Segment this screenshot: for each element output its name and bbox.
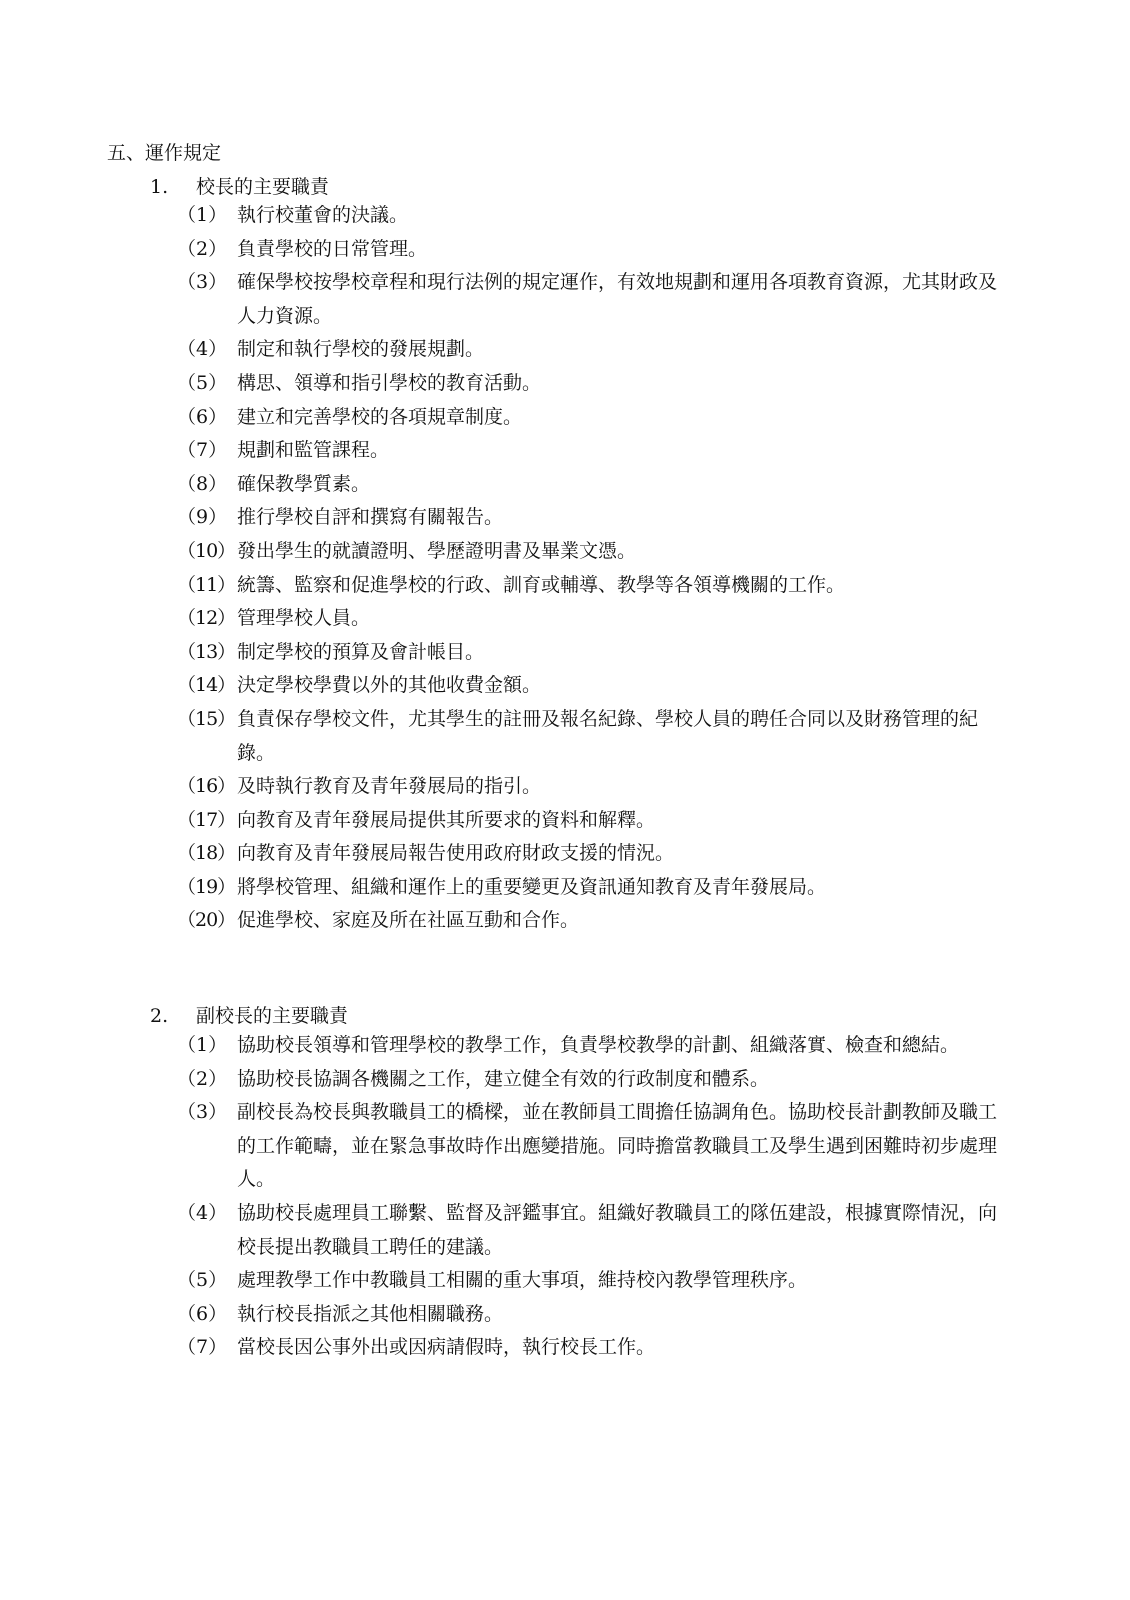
item-text: 負責保存學校文件，尤其學生的註冊及報名紀錄、學校人員的聘任合同以及財務管理的紀錄。 xyxy=(237,707,979,764)
item-marker: （12） xyxy=(177,607,236,630)
part-2-heading xyxy=(150,1001,348,1028)
item-marker: （10） xyxy=(177,539,236,562)
part-2-title: 副校長的主要職責 xyxy=(196,1005,349,1027)
list-item xyxy=(177,535,1012,569)
part-1-heading xyxy=(150,172,329,199)
item-marker: （13） xyxy=(177,640,236,663)
item-marker: （11） xyxy=(177,573,236,596)
item-marker: （8） xyxy=(177,472,228,495)
list-item xyxy=(177,367,1012,401)
list-item xyxy=(177,1063,1012,1097)
item-marker: （3） xyxy=(177,271,228,294)
item-marker: （2） xyxy=(177,1067,228,1090)
item-text: 構思、領導和指引學校的教育活動。 xyxy=(237,371,542,394)
item-text: 確保教學質素。 xyxy=(237,472,371,495)
item-marker: （2） xyxy=(177,237,228,260)
item-text: 處理教學工作中教職員工相關的重大事項，維持校內教學管理秩序。 xyxy=(237,1269,808,1292)
item-marker: （4） xyxy=(177,1201,228,1224)
item-marker: （20） xyxy=(177,909,236,932)
vice-principal-duties-list xyxy=(177,1029,1012,1365)
list-item xyxy=(177,266,1012,333)
list-item xyxy=(177,1264,1012,1298)
item-marker: （1） xyxy=(177,204,228,226)
item-marker: （5） xyxy=(177,1269,228,1292)
item-text: 促進學校、家庭及所在社區互動和合作。 xyxy=(237,909,580,932)
item-text: 當校長因公事外出或因病請假時，執行校長工作。 xyxy=(237,1336,656,1359)
item-marker: （7） xyxy=(177,439,228,462)
item-text: 管理學校人員。 xyxy=(237,607,371,630)
list-item xyxy=(177,602,1012,636)
item-text: 協助校長領導和管理學校的教學工作，負責學校教學的計劃、組織落實、檢查和總結。 xyxy=(237,1034,960,1056)
item-text: 發出學生的就讀證明、學歷證明書及畢業文憑。 xyxy=(237,539,637,562)
item-marker: （6） xyxy=(177,1302,228,1325)
item-marker: （7） xyxy=(177,1336,228,1359)
list-item xyxy=(177,468,1012,502)
section-title: 五、運作規定 xyxy=(107,142,222,164)
item-text: 確保學校按學校章程和現行法例的規定運作，有效地規劃和運用各項教育資源，尤其財政及人力資源。 xyxy=(237,271,998,327)
item-text: 及時執行教育及青年發展局的指引。 xyxy=(237,775,542,798)
list-item xyxy=(177,333,1012,367)
item-marker: （1） xyxy=(177,1034,228,1056)
list-item xyxy=(177,434,1012,468)
principal-duties-list xyxy=(177,199,1012,938)
list-item xyxy=(177,636,1012,670)
item-text: 決定學校學費以外的其他收費金額。 xyxy=(237,674,542,697)
item-marker: （19） xyxy=(177,875,236,898)
list-item xyxy=(177,904,1012,938)
item-marker: （4） xyxy=(177,338,228,361)
item-text: 協助校長協調各機關之工作，建立健全有效的行政制度和體系。 xyxy=(237,1067,770,1090)
item-marker: （14） xyxy=(177,674,236,697)
item-text: 向教育及青年發展局提供其所要求的資料和解釋。 xyxy=(237,808,656,831)
item-text: 建立和完善學校的各項規章制度。 xyxy=(237,405,523,428)
item-marker: （3） xyxy=(177,1101,228,1124)
list-item xyxy=(177,770,1012,804)
item-text: 規劃和監管課程。 xyxy=(237,439,390,462)
item-text: 制定和執行學校的發展規劃。 xyxy=(237,338,485,361)
list-item xyxy=(177,1197,1012,1264)
item-text: 負責學校的日常管理。 xyxy=(237,237,428,260)
list-item xyxy=(177,1298,1012,1332)
item-text: 統籌、監察和促進學校的行政、訓育或輔導、教學等各領導機關的工作。 xyxy=(237,573,846,596)
item-text: 推行學校自評和撰寫有關報告。 xyxy=(237,506,504,529)
item-marker: （17） xyxy=(177,808,236,831)
list-item xyxy=(177,669,1012,703)
item-text: 執行校董會的決議。 xyxy=(237,204,409,226)
list-item xyxy=(177,569,1012,603)
item-text: 協助校長處理員工聯繫、監督及評鑑事宜。組織好教職員工的隊伍建設，根據實際情況，向校長提出教職員工聘任的建議。 xyxy=(237,1201,998,1258)
list-item xyxy=(177,871,1012,905)
item-text: 執行校長指派之其他相關職務。 xyxy=(237,1302,504,1325)
list-item xyxy=(177,401,1012,435)
item-text: 制定學校的預算及會計帳目。 xyxy=(237,640,485,663)
part-2-number: 2. xyxy=(150,1005,169,1027)
list-item xyxy=(177,501,1012,535)
list-item xyxy=(177,804,1012,838)
item-marker: （6） xyxy=(177,405,228,428)
list-item xyxy=(177,1029,1012,1063)
item-marker: （16） xyxy=(177,775,236,798)
list-item xyxy=(177,233,1012,267)
part-1-number: 1. xyxy=(150,176,169,198)
item-marker: （5） xyxy=(177,371,228,394)
part-1-title: 校長的主要職責 xyxy=(196,176,330,198)
item-marker: （9） xyxy=(177,506,228,529)
item-text: 向教育及青年發展局報告使用政府財政支援的情況。 xyxy=(237,842,675,865)
item-text: 副校長為校長與教職員工的橋樑，並在教師員工間擔任協調角色。協助校長計劃教師及職工的工作範疇，並在緊急事故時作出應變措施。同時擔當教職員工及學生遇到困難時初步處理人。 xyxy=(237,1101,998,1191)
list-item xyxy=(177,703,1012,770)
list-item xyxy=(177,1096,1012,1197)
item-marker: （18） xyxy=(177,842,236,865)
list-item xyxy=(177,1331,1012,1365)
item-text: 將學校管理、組織和運作上的重要變更及資訊通知教育及青年發展局。 xyxy=(237,875,827,898)
list-item xyxy=(177,199,1012,233)
item-marker: （15） xyxy=(177,707,236,730)
list-item xyxy=(177,837,1012,871)
